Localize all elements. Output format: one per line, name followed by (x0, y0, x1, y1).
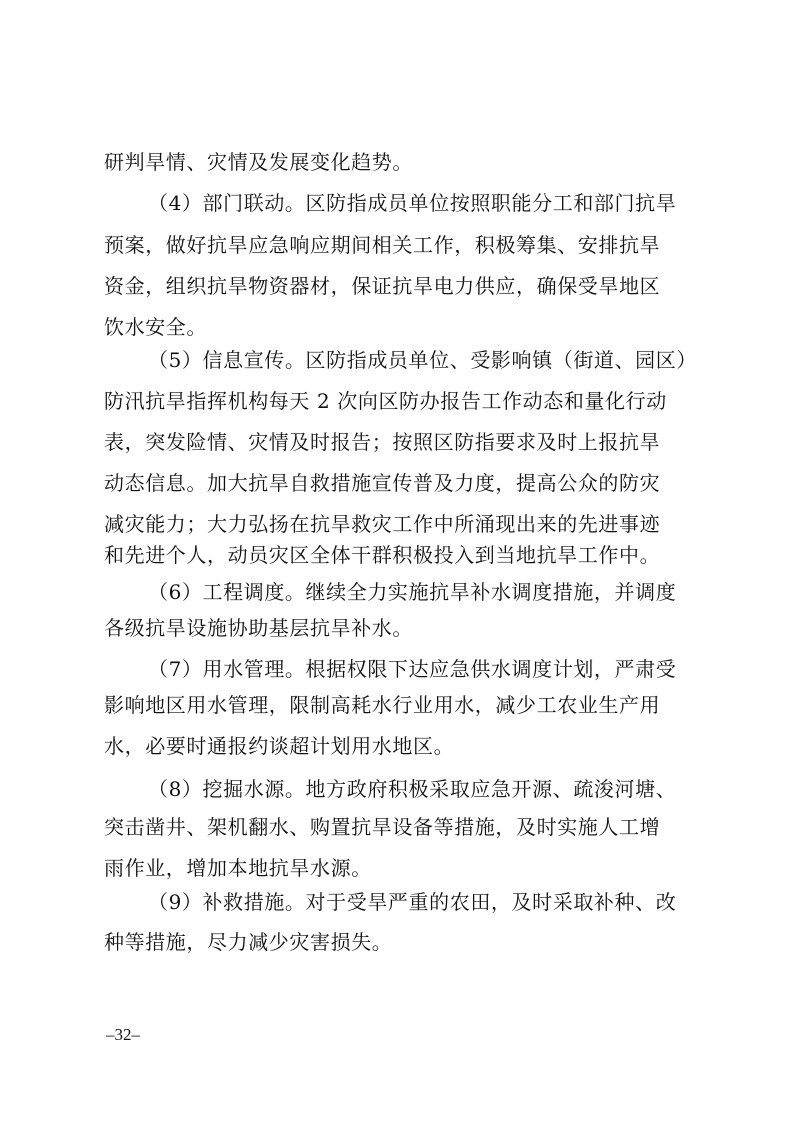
text-line: 饮水安全。 (104, 315, 207, 339)
text-line: 突击凿井、架机翻水、购置抗旱设备等措施，及时实施人工增 (104, 815, 661, 839)
paragraph-7-first-line: （7）用水管理。根据权限下达应急供水调度计划，严肃受 (148, 657, 677, 681)
text-line: 防汛抗旱指挥机构每天 2 次向区防办报告工作动态和量化行动 (104, 389, 667, 413)
text-line: 表，突发险情、灾情及时报告；按照区防指要求及时上报抗旱 (104, 430, 661, 454)
text-line: 预案，做好抗旱应急响应期间相关工作，积极筹集、安排抗旱 (104, 233, 661, 257)
text-line: 和先进个人，动员灾区全体干群积极投入到当地抗旱工作中。 (104, 543, 661, 567)
text-line: 雨作业，增加本地抗旱水源。 (104, 856, 372, 880)
text-line: 减灾能力；大力弘扬在抗旱救灾工作中所涌现出来的先进事迹 (104, 512, 661, 536)
paragraph-5-first-line: （5）信息宣传。区防指成员单位、受影响镇（街道、园区） (148, 348, 697, 372)
paragraph-4-first-line: （4）部门联动。区防指成员单位按照职能分工和部门抗旱 (148, 191, 677, 215)
text-line: 资金，组织抗旱物资器材，保证抗旱电力供应，确保受旱地区 (104, 274, 661, 298)
paragraph-9-first-line: （9）补救措施。对于受旱严重的农田，及时采取补种、改 (148, 890, 677, 914)
paragraph-6-first-line: （6）工程调度。继续全力实施抗旱补水调度措施，并调度 (148, 580, 677, 604)
text-line: 动态信息。加大抗旱自救措施宣传普及力度，提高公众的防灾 (104, 471, 661, 495)
page-number: –32– (106, 1025, 140, 1044)
text-line: 研判旱情、灾情及发展变化趋势。 (104, 150, 413, 174)
text-line: 各级抗旱设施协助基层抗旱补水。 (104, 616, 413, 640)
paragraph-8-first-line: （8）挖掘水源。地方政府积极采取应急开源、疏浚河塘、 (148, 777, 677, 801)
text-line: 水，必要时通报约谈超计划用水地区。 (104, 734, 455, 758)
text-line: 影响地区用水管理，限制高耗水行业用水，减少工农业生产用 (104, 693, 661, 717)
text-line: 种等措施，尽力减少灾害损失。 (104, 930, 393, 954)
